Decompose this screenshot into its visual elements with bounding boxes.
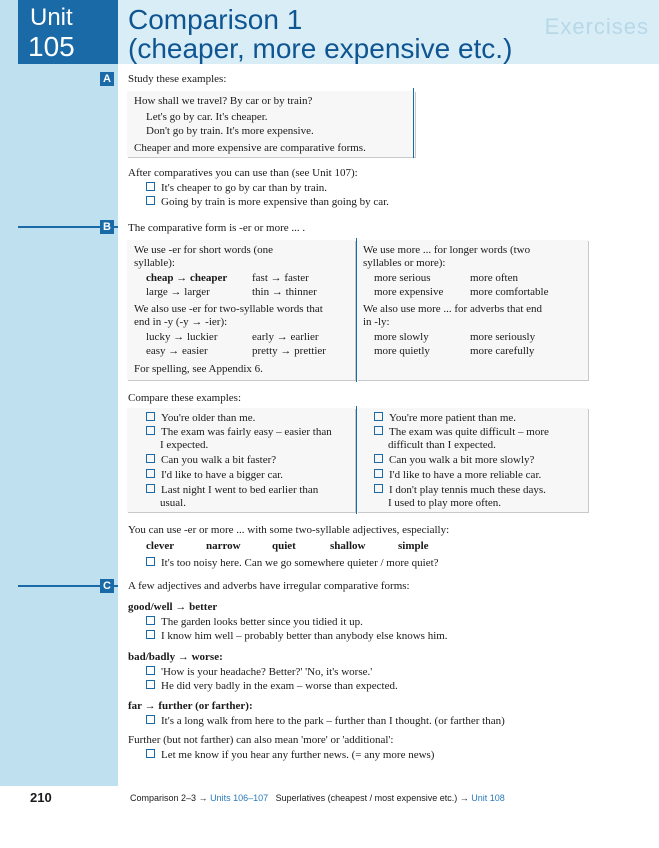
checkbox-icon xyxy=(146,412,155,421)
word-pair: cheap → cheaper xyxy=(146,272,228,284)
example-text: You're older than me. xyxy=(161,412,256,424)
checkbox-icon xyxy=(146,715,155,724)
rule-adverbs: We also use more ... for adverbs that end xyxy=(363,303,543,315)
noisy-example xyxy=(146,557,439,570)
checkbox-icon xyxy=(146,557,155,566)
exercises-watermark: Exercises xyxy=(544,14,649,39)
rule-longer-words-2: syllables or more): xyxy=(363,257,446,269)
sidebar-band xyxy=(0,0,118,786)
footer-crossref xyxy=(130,793,505,803)
word-item: more comfortable xyxy=(470,286,549,298)
example-text: The exam was quite difficult – more xyxy=(389,426,549,438)
rule-two-syllable-2: end in -y (-y → -ier): xyxy=(134,316,228,328)
example-question: How shall we travel? By car or by train? xyxy=(134,95,313,107)
rule-adverbs-2: in -ly: xyxy=(363,316,390,328)
example-text: Going by train is more expensive than going by car. xyxy=(161,196,389,208)
word-item: more serious xyxy=(374,272,431,284)
word-item: more carefully xyxy=(470,345,535,357)
heading-far: far → further (or farther): xyxy=(128,700,253,712)
rules-divider xyxy=(356,238,357,382)
rule-longer-words: We use more ... for longer words (two xyxy=(363,244,531,256)
compare-example xyxy=(374,469,541,482)
rule-two-syllable: We also use -er for two-syllable words that xyxy=(134,303,323,315)
word-pair: early → earlier xyxy=(252,331,319,343)
panel-a-rule xyxy=(413,88,414,158)
word-pair: thin → thinner xyxy=(252,286,317,298)
checkbox-icon xyxy=(146,630,155,639)
compare-example xyxy=(146,484,318,497)
unit-badge xyxy=(18,0,118,64)
checkbox-icon xyxy=(146,182,155,191)
compare-example-cont: difficult than I expected. xyxy=(388,439,496,451)
example-text: He did very badly in the exam – worse than expected. xyxy=(161,680,398,692)
example-text: I know him well – probably better than anybody else knows him. xyxy=(161,630,448,642)
word-item: more seriously xyxy=(470,331,536,343)
word-pair: fast → faster xyxy=(252,272,309,284)
example-text: I'd like to have a more reliable car. xyxy=(389,469,542,481)
checkbox-icon xyxy=(374,454,383,463)
checkbox-icon xyxy=(146,426,155,435)
checkbox-icon xyxy=(146,749,155,758)
example-text: I'd like to have a bigger car. xyxy=(161,469,284,481)
checkbox-icon xyxy=(374,412,383,421)
checkbox-icon xyxy=(146,484,155,493)
example-text: 'How is your headache? Better?' 'No, it's worse.' xyxy=(161,666,373,678)
adjective-word: narrow xyxy=(206,540,241,552)
compare-example-cont: usual. xyxy=(160,497,186,509)
section-c-badge: C xyxy=(100,579,114,593)
compare-example-cont: I used to play more often. xyxy=(388,497,502,509)
section-a-badge: A xyxy=(100,72,114,86)
example-text: Let me know if you hear any further news. (= any more news) xyxy=(161,749,435,761)
page-title-line1: Comparison 1 xyxy=(128,4,303,35)
compare-example xyxy=(374,412,516,425)
footer-text: Superlatives (cheapest / most expensive etc.) → xyxy=(275,793,469,803)
comparative-summary: Cheaper and more expensive are comparative forms. xyxy=(134,142,366,154)
example-line xyxy=(146,680,398,693)
section-c-intro: A few adjectives and adverbs have irregular comparative forms: xyxy=(128,580,410,592)
checkbox-icon xyxy=(146,666,155,675)
footer-text: Comparison 2–3 → xyxy=(130,793,208,803)
further-note: Further (but not farther) can also mean 'more' or 'additional': xyxy=(128,734,394,746)
compare-divider xyxy=(356,406,357,514)
checkbox-icon xyxy=(146,196,155,205)
checkbox-icon xyxy=(146,680,155,689)
compare-example xyxy=(374,454,534,467)
example-text: I don't play tennis much these days. xyxy=(389,484,546,496)
checkbox-icon xyxy=(374,469,383,478)
compare-example-cont: I expected. xyxy=(160,439,209,451)
word-item: more slowly xyxy=(374,331,429,343)
example-text: Can you walk a bit more slowly? xyxy=(389,454,535,466)
adjective-word: simple xyxy=(398,540,429,552)
example-line xyxy=(146,749,434,762)
compare-example xyxy=(146,426,332,439)
unit-number: 105 xyxy=(28,31,75,62)
compare-example xyxy=(374,426,549,439)
after-comparatives: After comparatives you can use than (see Unit 107): xyxy=(128,167,358,179)
adjective-word: quiet xyxy=(272,540,296,552)
word-item: more expensive xyxy=(374,286,444,298)
checkbox-icon xyxy=(146,616,155,625)
example-text: You're more patient than me. xyxy=(389,412,517,424)
word-item: more quietly xyxy=(374,345,430,357)
compare-intro: Compare these examples: xyxy=(128,392,242,404)
rule-short-words-2: syllable): xyxy=(134,257,175,269)
checkbox-icon xyxy=(146,469,155,478)
example-text: The garden looks better since you tidied it up. xyxy=(161,616,363,628)
word-pair: lucky → luckier xyxy=(146,331,218,343)
footer-link-units[interactable]: Units 106–107 xyxy=(210,793,269,803)
example-answer-1: Let's go by car. It's cheaper. xyxy=(146,111,268,123)
word-pair: large → larger xyxy=(146,286,210,298)
checkbox-icon xyxy=(374,426,383,435)
example-line xyxy=(146,182,327,195)
checkbox-icon xyxy=(374,484,383,493)
heading-good-well: good/well → better xyxy=(128,601,218,613)
rule-short-words: We use -er for short words (one xyxy=(134,244,274,256)
page-number: 210 xyxy=(30,790,52,805)
example-answer-2: Don't go by train. It's more expensive. xyxy=(146,125,314,137)
example-text: Can you walk a bit faster? xyxy=(161,454,277,466)
example-line xyxy=(146,196,389,209)
example-text: It's too noisy here. Can we go somewhere quieter / more quiet? xyxy=(161,557,439,569)
compare-example xyxy=(374,484,546,497)
adjective-word: shallow xyxy=(330,540,366,552)
adjective-word: clever xyxy=(146,540,175,552)
word-pair: easy → easier xyxy=(146,345,208,357)
example-text: It's a long walk from here to the park – further than I thought. (or farther than) xyxy=(161,715,505,727)
example-text: The exam was fairly easy – easier than xyxy=(161,426,332,438)
word-item: more often xyxy=(470,272,518,284)
heading-bad-badly: bad/badly → worse: xyxy=(128,651,223,663)
section-b-intro: The comparative form is -er or more ... . xyxy=(128,222,306,234)
page-title-line2: (cheaper, more expensive etc.) xyxy=(128,33,513,64)
example-line xyxy=(146,666,372,679)
section-a-intro: Study these examples: xyxy=(128,73,227,85)
spelling-note: For spelling, see Appendix 6. xyxy=(134,363,263,375)
section-b-badge: B xyxy=(100,220,114,234)
word-pair: pretty → prettier xyxy=(252,345,326,357)
example-text: Last night I went to bed earlier than xyxy=(161,484,319,496)
compare-example xyxy=(146,412,255,425)
example-text: It's cheaper to go by car than by train. xyxy=(161,182,328,194)
checkbox-icon xyxy=(146,454,155,463)
example-line xyxy=(146,630,448,643)
unit-word: Unit xyxy=(30,4,73,31)
footer-link-unit[interactable]: Unit 108 xyxy=(471,793,505,803)
two-syllable-note: You can use -er or more ... with some two-syllable adjectives, especially: xyxy=(128,524,450,536)
example-line xyxy=(146,616,363,629)
compare-example xyxy=(146,469,283,482)
example-line xyxy=(146,715,505,728)
compare-example xyxy=(146,454,276,467)
